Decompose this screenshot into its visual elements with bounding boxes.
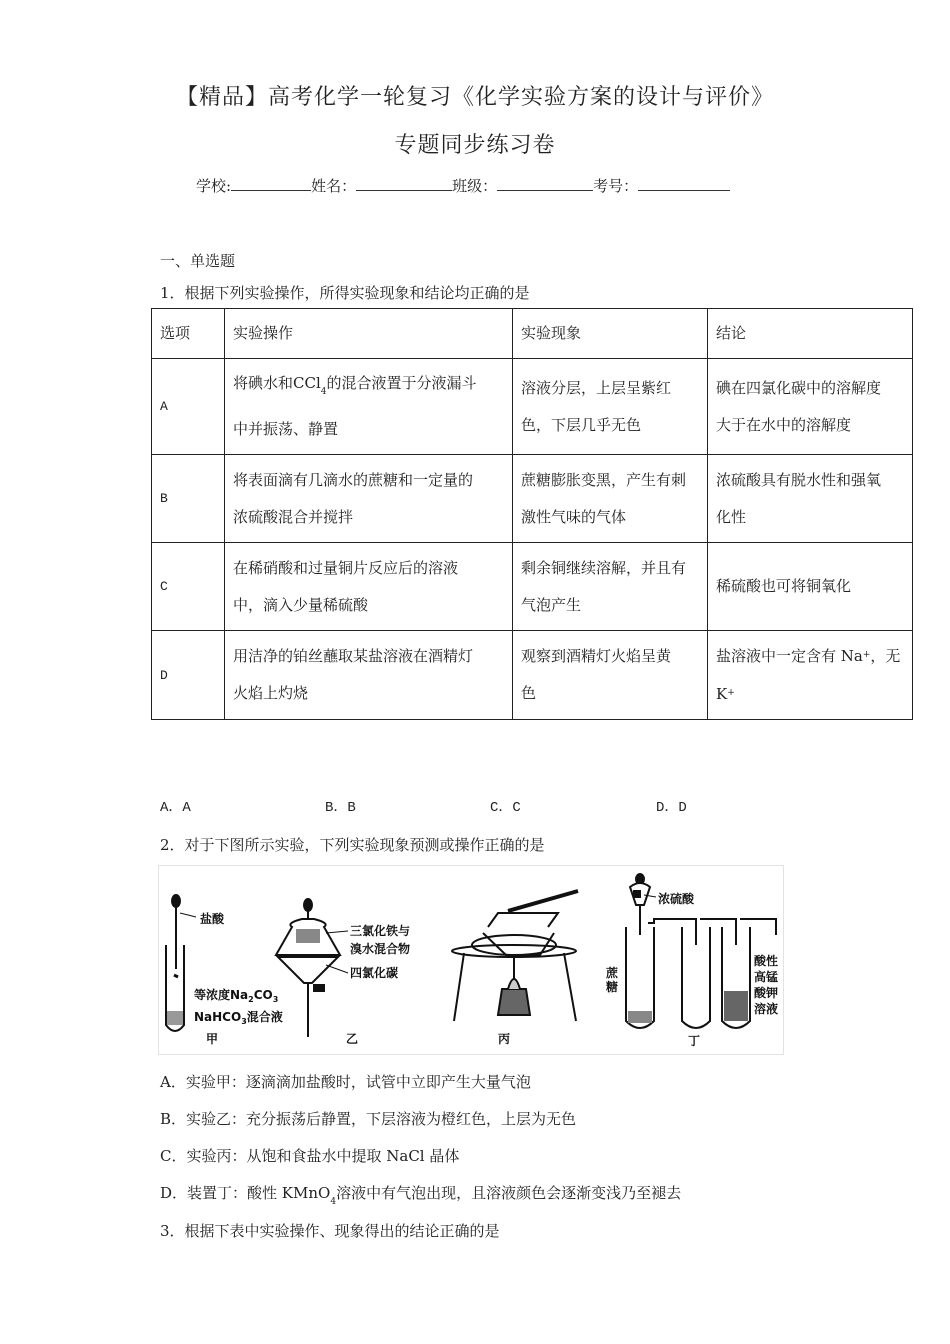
row-option: B (152, 455, 225, 543)
choice-c[interactable]: C．C (490, 800, 521, 816)
label-kmno4-line3: 酸钾 (754, 986, 779, 1000)
class-field[interactable] (497, 176, 593, 191)
row-conclusion: 稀硫酸也可将铜氧化 (708, 543, 913, 631)
row-option: C (152, 543, 225, 631)
label-hcl: 盐酸 (200, 912, 225, 926)
school-field[interactable] (231, 176, 311, 191)
section-heading: 一、单选题 (160, 252, 236, 270)
label-sucrose-line2: 糖 (606, 980, 619, 994)
table-header-row (152, 309, 913, 359)
row-conclusion: 碘在四氯化碳中的溶解度 大于在水中的溶解度 (708, 359, 913, 455)
row-conclusion: 盐溶液中一定含有 Na+，无 K+ (708, 631, 913, 720)
label-sucrose-line1: 蔗 (606, 966, 619, 980)
row-phenomenon: 剩余铜继续溶解，并且有 气泡产生 (513, 543, 708, 631)
label-bing: 丙 (498, 1032, 511, 1046)
label-yi: 乙 (346, 1032, 359, 1046)
row-phenomenon: 观察到酒精灯火焰呈黄 色 (513, 631, 708, 720)
table-row (152, 543, 913, 631)
row-operation: 将表面滴有几滴水的蔗糖和一定量的 浓硫酸混合并搅拌 (225, 455, 513, 543)
apparatus-yi (276, 899, 340, 1037)
label-ding: 丁 (688, 1034, 701, 1048)
document-title-line1: 【精品】高考化学一轮复习《化学实验方案的设计与评价》 (175, 85, 774, 110)
table-row (152, 455, 913, 543)
choice-d[interactable]: D．D (656, 800, 687, 816)
header-operation: 实验操作 (225, 309, 513, 359)
label-kmno4-line1: 酸性 (754, 954, 779, 968)
row-operation: 将碘水和CCl$_4$的混合液置于分液漏斗 中并振荡、静置 (225, 359, 513, 455)
q2-option-d[interactable]: D．装置丁：酸性 KMnO$_4$溶液中有气泡出现，且溶液颜色会逐渐变浅乃至褪去 (160, 1184, 682, 1207)
label-jia: 甲 (206, 1032, 219, 1046)
label-h2so4: 浓硫酸 (658, 892, 695, 906)
q2-option-b[interactable]: B．实验乙：充分振荡后静置，下层溶液为橙红色，上层为无色 (160, 1110, 577, 1128)
label-fecl3-line2: 溴水混合物 (350, 942, 411, 956)
label-kmno4-line4: 溶液 (754, 1002, 779, 1016)
row-operation: 用洁净的铂丝蘸取某盐溶液在酒精灯 火焰上灼烧 (225, 631, 513, 720)
apparatus-jia (166, 895, 196, 1031)
label-nahco3: NaHCO$_3$混合液 (194, 1010, 283, 1026)
row-option: D (152, 631, 225, 720)
name-label: 姓名： (311, 177, 357, 195)
q1-stem: 1．根据下列实验操作，所得实验现象和结论均正确的是 (160, 284, 530, 302)
row-phenomenon: 蔗糖膨胀变黑，产生有刺 激性气味的气体 (513, 455, 708, 543)
exam-no-field[interactable] (638, 176, 730, 191)
student-info-line (196, 175, 730, 196)
label-ccl4: 四氯化碳 (350, 966, 399, 980)
choice-a[interactable]: A．A (160, 800, 191, 816)
header-option: 选项 (152, 309, 225, 359)
name-field[interactable] (356, 176, 452, 191)
row-conclusion: 浓硫酸具有脱水性和强氧 化性 (708, 455, 913, 543)
document-title-line2: 专题同步练习卷 (394, 133, 556, 158)
label-fecl3-line1: 三氯化铁与 (350, 924, 411, 938)
row-option: A (152, 359, 225, 455)
school-label: 学校: (196, 177, 232, 195)
q2-option-c[interactable]: C．实验丙：从饱和食盐水中提取 NaCl 晶体 (160, 1147, 460, 1165)
row-phenomenon: 溶液分层，上层呈紫红 色，下层几乎无色 (513, 359, 708, 455)
row-operation: 在稀硝酸和过量铜片反应后的溶液 中，滴入少量稀硫酸 (225, 543, 513, 631)
q2-stem: 2．对于下图所示实验，下列实验现象预测或操作正确的是 (160, 836, 545, 854)
header-phenomenon: 实验现象 (513, 309, 708, 359)
q1-table (151, 308, 913, 720)
label-kmno4-line2: 高锰 (754, 970, 779, 984)
apparatus-bing (452, 891, 578, 1021)
q2-option-a[interactable]: A．实验甲：逐滴滴加盐酸时，试管中立即产生大量气泡 (160, 1073, 531, 1091)
q3-stem: 3．根据下表中实验操作、现象得出的结论正确的是 (160, 1222, 500, 1240)
header-conclusion: 结论 (708, 309, 913, 359)
choice-b[interactable]: B．B (325, 800, 356, 816)
exam-no-label: 考号： (593, 177, 639, 195)
label-na2co3: 等浓度$Na_2CO_3$ (194, 988, 279, 1004)
class-label: 班级： (452, 177, 498, 195)
table-row (152, 359, 913, 455)
q2-apparatus-figure (158, 865, 784, 1055)
table-row (152, 631, 913, 720)
